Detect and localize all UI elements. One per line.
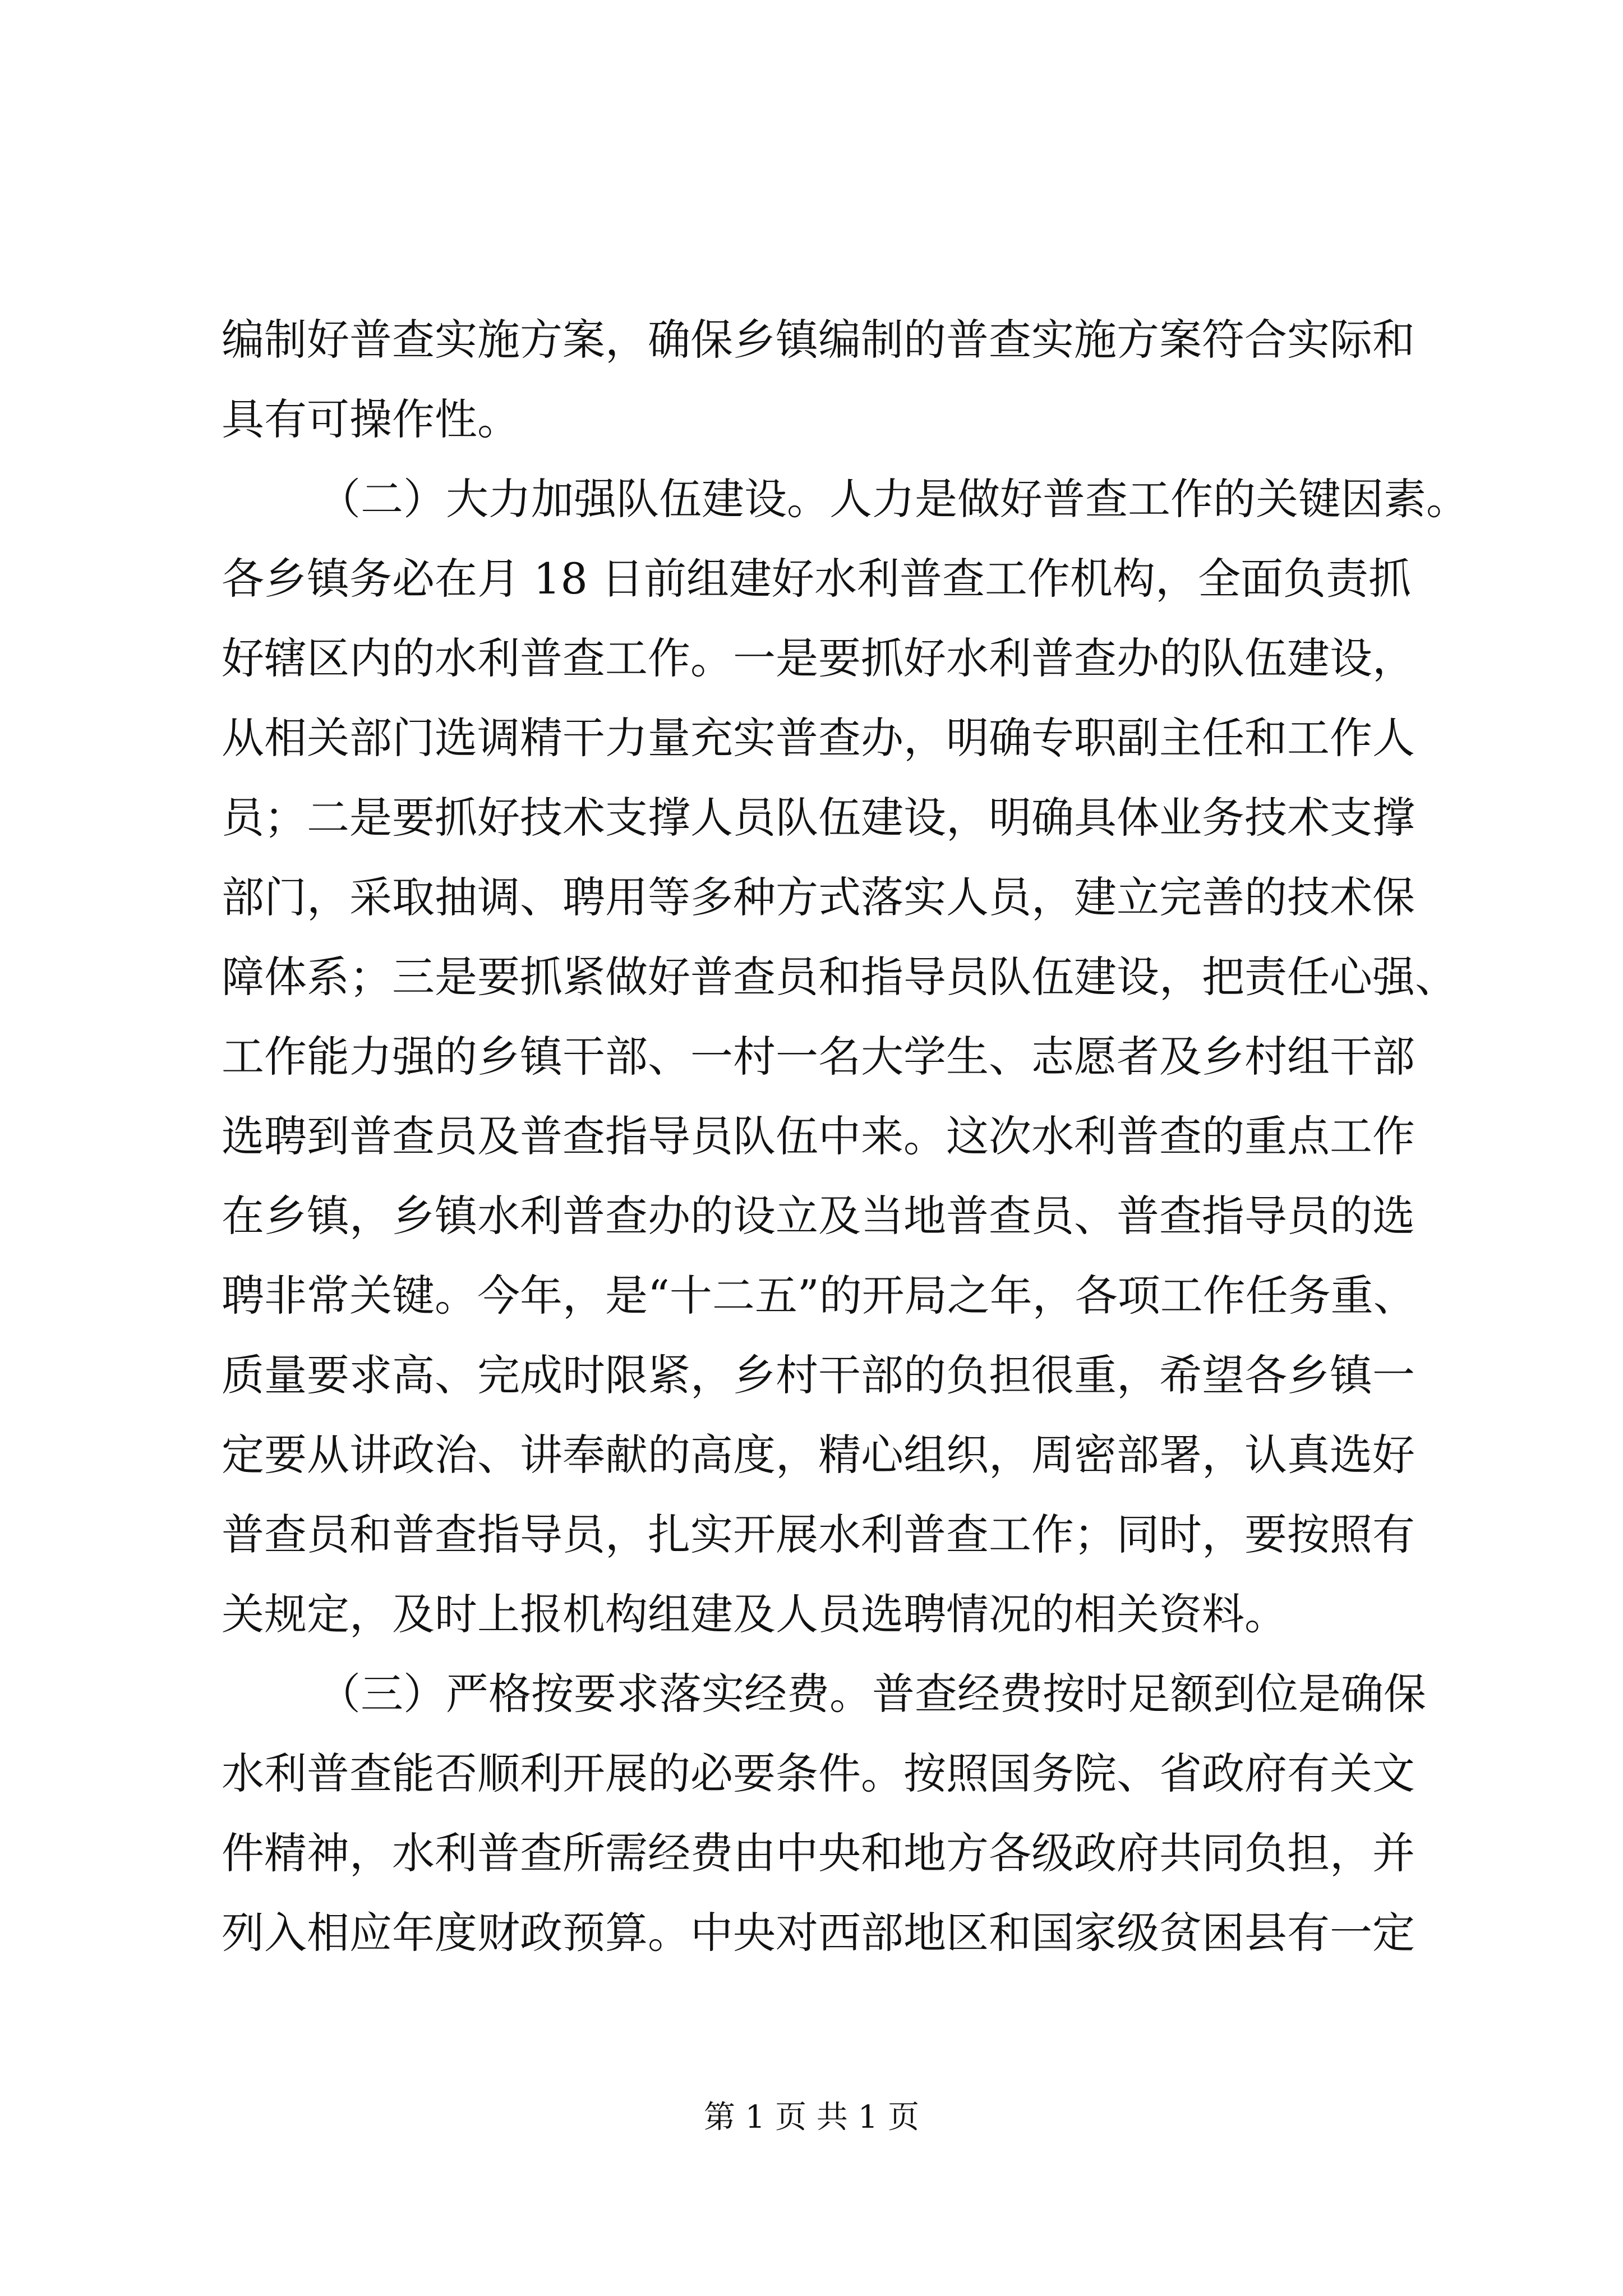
text-line: 员；二是要抓好技术支撑人员队伍建设，明确具体业务技术支撑 bbox=[222, 793, 1415, 843]
text-line: 在乡镇，乡镇水利普查办的设立及当地普查员、普查指导员的选 bbox=[222, 1191, 1415, 1241]
text-line: 编制好普查实施方案，确保乡镇编制的普查实施方案符合实际和 bbox=[222, 315, 1415, 365]
text-line: （三）严格按要求落实经费。普查经费按时足额到位是确保 bbox=[318, 1669, 1426, 1719]
text-line: 列入相应年度财政预算。中央对西部地区和国家级贫困县有一定 bbox=[222, 1908, 1415, 1958]
text-line: 从相关部门选调精干力量充实普查办，明确专职副主任和工作人 bbox=[222, 713, 1415, 763]
text-line: 好辖区内的水利普查工作。一是要抓好水利普查办的队伍建设， bbox=[222, 633, 1415, 683]
page-footer: 第 1 页 共 1 页 bbox=[703, 2099, 920, 2136]
text-line: 各乡镇务必在月 18 日前组建好水利普查工作机构，全面负责抓 bbox=[222, 554, 1412, 604]
text-line: 关规定，及时上报机构组建及人员选聘情况的相关资料。 bbox=[222, 1589, 1287, 1639]
text-line: 障体系；三是要抓紧做好普查员和指导员队伍建设，把责任心强、 bbox=[222, 952, 1458, 1002]
text-line: 工作能力强的乡镇干部、一村一名大学生、志愿者及乡村组干部 bbox=[222, 1032, 1415, 1082]
text-line: 聘非常关键。今年，是“十二五”的开局之年，各项工作任务重、 bbox=[222, 1271, 1416, 1320]
text-line: 水利普查能否顺利开展的必要条件。按照国务院、省政府有关文 bbox=[222, 1749, 1415, 1798]
text-line: 具有可操作性。 bbox=[222, 394, 520, 444]
text-line: 部门，采取抽调、聘用等多种方式落实人员，建立完善的技术保 bbox=[222, 872, 1415, 922]
document-body bbox=[222, 300, 1469, 1973]
text-line: 件精神，水利普查所需经费由中央和地方各级政府共同负担，并 bbox=[222, 1828, 1415, 1878]
text-line: 选聘到普查员及普查指导员队伍中来。这次水利普查的重点工作 bbox=[222, 1111, 1415, 1161]
text-line: 定要从讲政治、讲奉献的高度，精心组织，周密部署，认真选好 bbox=[222, 1430, 1415, 1480]
text-line: 普查员和普查指导员，扎实开展水利普查工作；同时，要按照有 bbox=[222, 1510, 1415, 1559]
text-line: 质量要求高、完成时限紧，乡村干部的负担很重，希望各乡镇一 bbox=[222, 1350, 1415, 1400]
text-line: （二）大力加强队伍建设。人力是做好普查工作的关键因素。 bbox=[318, 474, 1469, 524]
